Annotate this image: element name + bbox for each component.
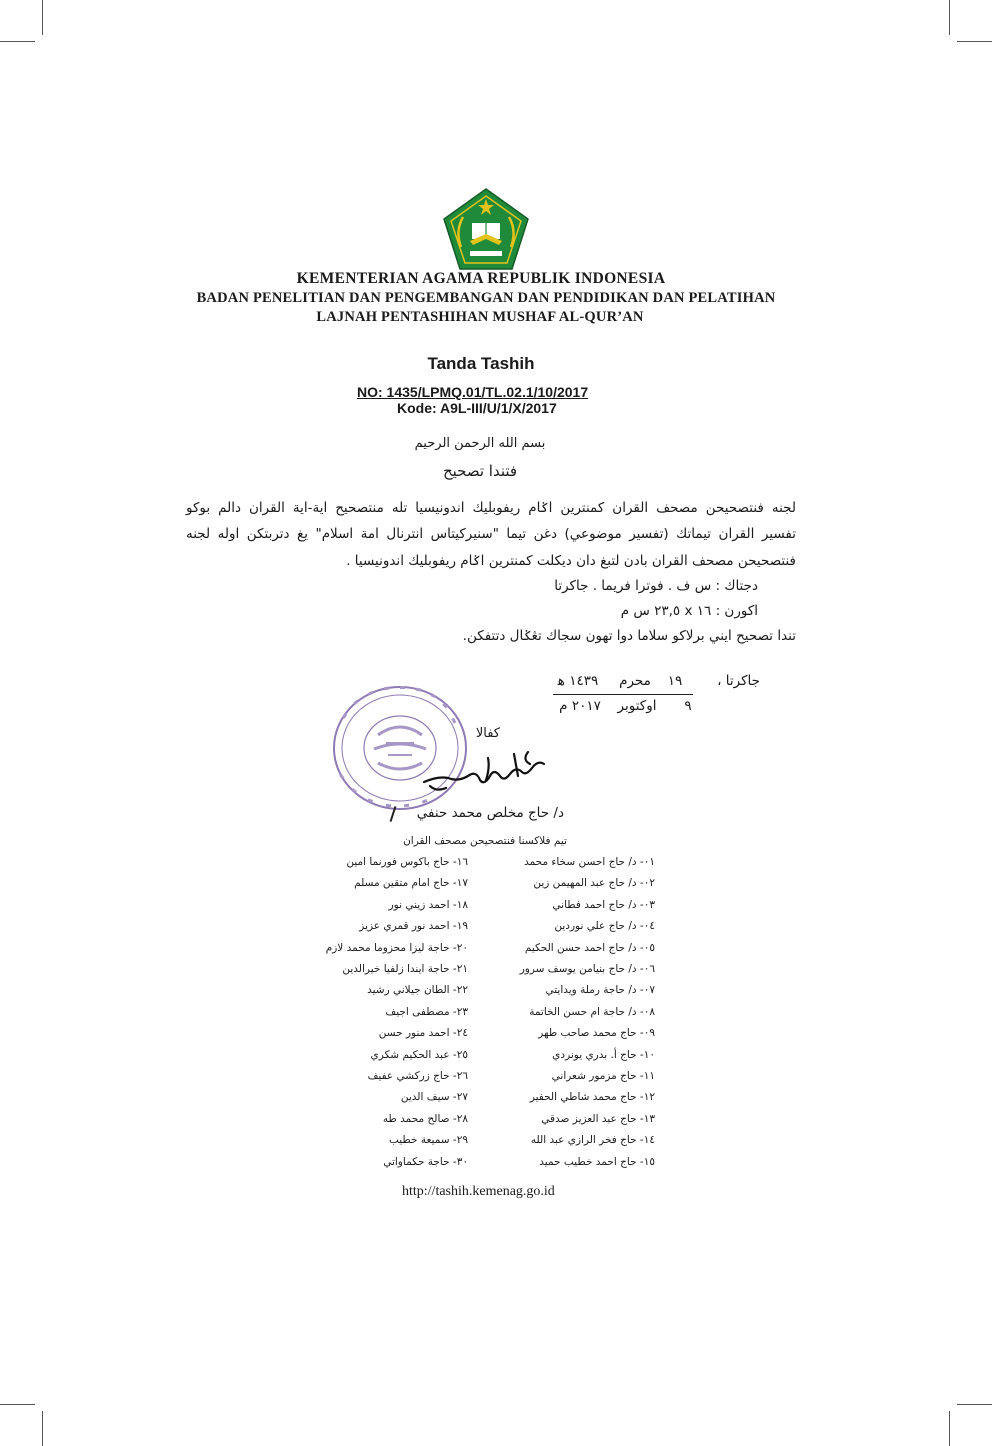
- list-item: ٢٤- احمد منور حسن: [378, 1027, 468, 1040]
- list-item: ٠٧- د/ حاجة رملة ويدايتي: [545, 984, 655, 997]
- paragraph-line: فنتصحيحن مصحف القران بادن لتبغ دان ديكلت كمنترين اݢام ريفوبليك اندونيسيا .: [346, 553, 796, 569]
- list-item: ٠٣- د/ حاج احمد فطاني: [552, 898, 655, 911]
- publisher-line: دجتاك : س ف . فوترا فريما . جاكرتا: [554, 578, 758, 594]
- paragraph-line: لجنه فنتصحيحن مصحف القران كمنترين اݢام ريفوبليك اندونيسيا تله منتصحيح اية-اية القران دالم بوكو: [186, 500, 796, 516]
- crop-mark: [949, 0, 950, 35]
- list-item: ٢٣- مصطفى اجيف: [385, 1005, 468, 1018]
- tashih-url-link[interactable]: http://tashih.kemenag.go.id: [402, 1184, 555, 1199]
- crop-mark: [0, 1404, 35, 1405]
- greg-day: ٩: [684, 698, 692, 714]
- crop-mark: [957, 41, 992, 42]
- crop-mark: [949, 1411, 950, 1446]
- list-item: ٢٦- حاج زركشي عفيف: [367, 1070, 468, 1083]
- list-item: ٠٤- د/ حاج علي نوردين: [554, 920, 655, 933]
- date-city: جاكرتا ،: [717, 673, 760, 689]
- list-item: ١٤- حاج فخر الرازي عبد الله: [530, 1134, 655, 1147]
- list-item: ٠٩- حاج محمد صاحب طهر: [538, 1027, 655, 1040]
- signatory-role: كفالا: [475, 726, 500, 741]
- team-right-column: [500, 852, 655, 1173]
- list-item: ٠٥- د/ حاج احمد حسن الحكيم: [524, 941, 655, 954]
- list-item: ١٣- حاج عبد العزيز صدقي: [541, 1112, 655, 1125]
- crop-mark: [42, 0, 43, 35]
- hijri-year: ١٤٣٩ ﻫ: [557, 673, 599, 689]
- list-item: ١٦- حاج باكوس فورنما امين: [346, 856, 468, 868]
- handwritten-signature-icon: [418, 746, 548, 796]
- list-item: ١٥- حاج احمد خطيب حميد: [539, 1155, 655, 1168]
- crop-mark: [0, 41, 35, 42]
- team-left-column: [300, 852, 468, 1173]
- validity-line: تندا تصحيح ايني برلاكو سلاما دوا تهون سجاك تڠݢال دتتفكن.: [462, 628, 796, 644]
- greg-year: ٢٠١٧ م: [559, 698, 601, 714]
- document-title: Tanda Tashih: [427, 354, 535, 373]
- list-item: ١٩- احمد نور قمري عزيز: [359, 920, 468, 933]
- list-item: ٢٢- الطان جيلاني رشيد: [367, 984, 468, 997]
- date-divider: [553, 694, 693, 695]
- ministry-name: KEMENTERIAN AGAMA REPUBLIK INDONESIA: [296, 270, 666, 287]
- list-item: ١٨- احمد زيني نور: [388, 898, 468, 911]
- list-item: ٢٥- عبد الحكيم شكري: [370, 1048, 468, 1061]
- list-item: ٢١- حاجة ايندا زلفيا خيرالدين: [342, 963, 468, 976]
- certificate-heading: فتندا تصحيح: [442, 462, 518, 480]
- signatory-name: د/ حاج مخلص محمد حنفي: [416, 805, 564, 821]
- list-item: ٠٢- د/ حاج عبد المهيمن زين: [533, 877, 655, 890]
- crop-mark: [957, 1404, 992, 1405]
- hijri-month: محرم: [619, 673, 651, 689]
- size-line: اكورن : ١٦ x ٢٣,٥ س م: [620, 603, 758, 619]
- list-item: ٣٠- حاجة حكماواتي: [383, 1155, 468, 1168]
- list-item: ٢٨- صالح محمد طه: [382, 1112, 468, 1125]
- team-title: تيم فلاكسنا فنتصحيحن مصحف القران: [403, 835, 567, 847]
- agency-name: BADAN PENELITIAN DAN PENGEMBANGAN DAN PENDIDIKAN DAN PELATIHAN: [196, 290, 776, 306]
- list-item: ٢٧- سيف الدين: [400, 1091, 468, 1104]
- crop-mark: [42, 1411, 43, 1446]
- document-number: NO: 1435/LPMQ.01/TL.02.1/10/2017: [357, 384, 589, 400]
- hijri-day: ١٩: [667, 673, 683, 689]
- list-item: ٠١- د/ حاج احسن سخاء محمد: [524, 856, 655, 868]
- greg-month: اوكتوبر: [617, 698, 657, 714]
- paragraph-line: تفسير القران تيماتك (تفسير موضوعي) دغن تيما "سنيركيتاس انترنال امة اسلام" يغ دتربتكن اوله لجنه: [186, 526, 796, 542]
- list-item: ٠٦- د/ حاج بنيامن يوسف سرور: [519, 963, 655, 976]
- list-item: ٢٩- سميعة خطيب: [388, 1134, 468, 1147]
- lajnah-name: LAJNAH PENTASHIHAN MUSHAF AL-QUR’AN: [316, 309, 644, 325]
- list-item: ١٧- حاج امام متقين مسلم: [354, 877, 468, 890]
- list-item: ١١- حاج مزمور شعراني: [551, 1070, 655, 1083]
- document-code: Kode: A9L-III/U/1/X/2017: [397, 400, 557, 416]
- list-item: ٠٨- د/ حاجة ام حسن الخاتمة: [529, 1005, 655, 1018]
- list-item: ١٠- حاج أ. بدري يونردي: [552, 1048, 655, 1061]
- list-item: ٢٠- حاجة ليزا محزوما محمد لازم: [325, 941, 468, 954]
- ministry-emblem-icon: [441, 187, 531, 271]
- list-item: ١٢- حاج محمد شاطي الحفير: [529, 1091, 655, 1104]
- basmalah: بسم الله الرحمن الرحيم: [414, 436, 546, 451]
